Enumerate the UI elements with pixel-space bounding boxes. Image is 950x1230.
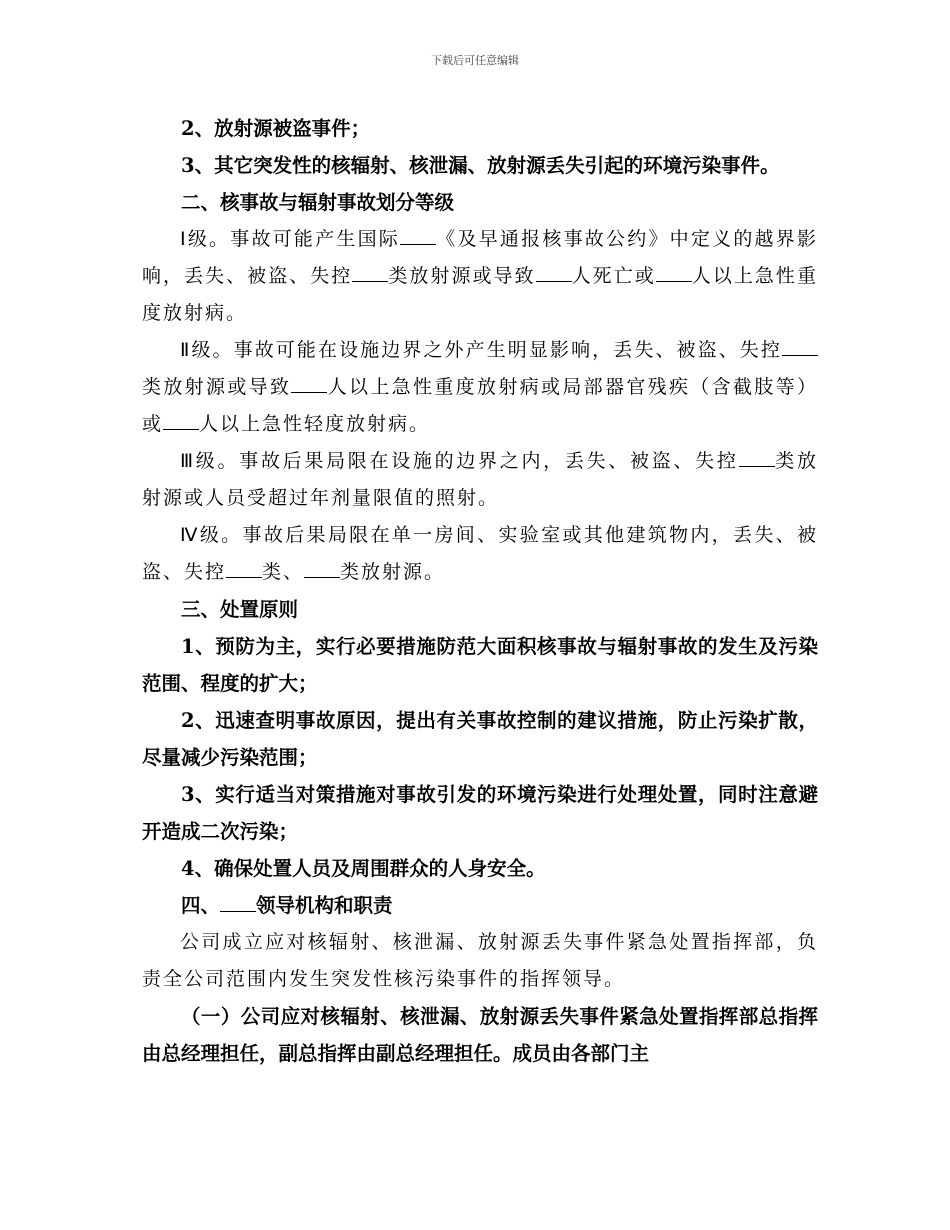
fill-blank [782,339,818,356]
principle-item-1: 1、预防为主，实行必要措施防范大面积核事故与辐射事故的发生及污染范围、程度的扩大； [142,635,818,695]
section-heading-3: 三、处置原则 [181,598,299,621]
level-2-paragraph: Ⅱ级。事故可能在设施边界之外产生明显影响，丢失、被盗、失控类放射源或导致 人以上急性重度放射病或局部器官残疾（含截肢等）或 人以上急性轻度放射病。 [142,339,818,435]
document-body [142,110,818,1072]
fill-blank [536,265,572,282]
fill-blank [304,561,340,578]
fill-blank [291,376,327,393]
level-3-paragraph: Ⅲ级。事故后果局限在设施的边界之内，丢失、被盗、失控 类放射源或人员受超过年剂量限值的照射。 [142,450,818,509]
section-heading-2: 二、核事故与辐射事故划分等级 [181,191,455,214]
paragraph-item-2: 2、放射源被盗事件； [181,117,371,140]
principle-item-3: 3、实行适当对策措施对事故引发的环境污染进行处理处置，同时注意避开造成二次污染； [142,783,818,843]
principle-item-2: 2、迅速查明事故原因，提出有关事故控制的建议措施，防止污染扩散，尽量减少污染范围； [142,709,818,769]
command-paragraph: 公司成立应对核辐射、核泄漏、放射源丢失事件紧急处置指挥部，负责全公司范围内发生突发性核污染事件的指挥领导。 [142,931,818,990]
sub-item-1: （一）公司应对核辐射、核泄漏、放射源丢失事件紧急处置指挥部总指挥由总经理担任，副总指挥由副总经理担任。成员由各部门主 [142,1005,818,1065]
fill-blank [226,561,262,578]
fill-blank [352,265,388,282]
level-1-paragraph: Ⅰ级。事故可能产生国际 《及早通报核事故公约》中定义的越界影响，丢失、被盗、失控 类放射源或导致 人死亡或 人以上急性重度放射病。 [142,228,818,324]
page-header: 下载后可任意编辑 [431,54,519,67]
level-4-paragraph: Ⅳ级。事故后果局限在单一房间、实验室或其他建筑物内，丢失、被盗、失控 类、 类放射源。 [142,524,818,583]
fill-blank [163,413,199,430]
fill-blank [220,895,256,912]
fill-blank [400,228,436,245]
fill-blank [739,450,775,467]
section-heading-4: 四、 领导机构和职责 [181,894,393,917]
paragraph-item-3: 3、其它突发性的核辐射、核泄漏、放射源丢失引起的环境污染事件。 [181,154,780,177]
principle-item-4: 4、确保处置人员及周围群众的人身安全。 [181,857,546,880]
fill-blank [656,265,692,282]
